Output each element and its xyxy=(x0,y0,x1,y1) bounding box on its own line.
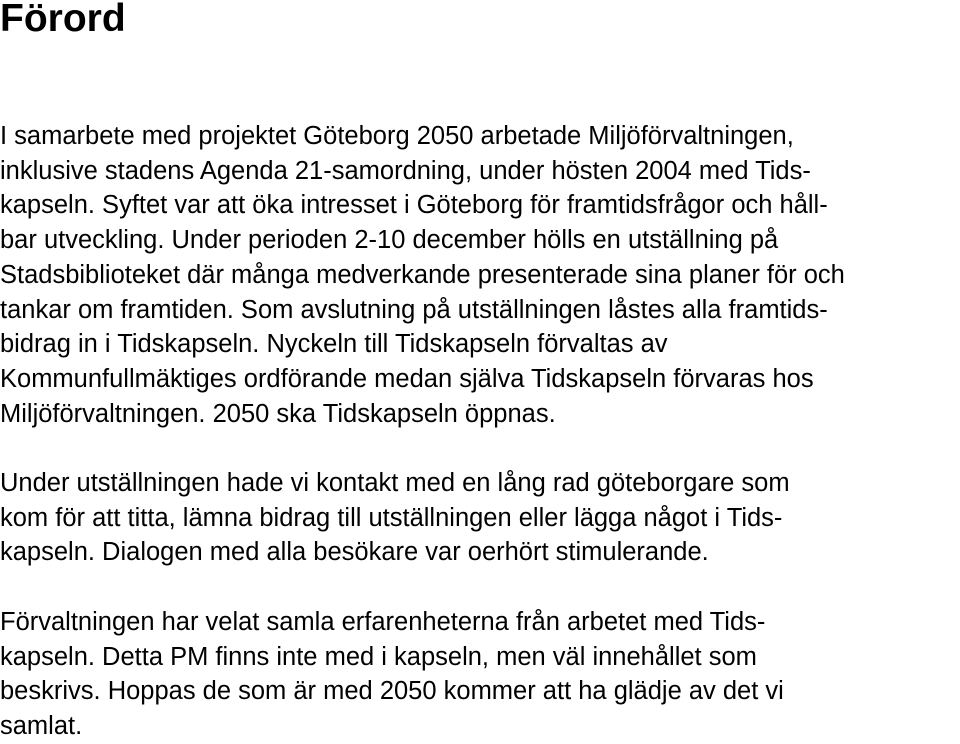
text-line: kapseln. Dialogen med alla besökare var oerhört stimulerande. xyxy=(0,538,709,567)
text-line: Stadsbiblioteket där många medverkande presenterade sina planer för och xyxy=(0,260,845,289)
paragraph-closing xyxy=(0,605,784,744)
text-line: Förvaltningen har velat samla erfarenheterna från arbetet med Tids- xyxy=(0,608,766,636)
text-line: Miljöförvaltningen. 2050 ska Tidskapseln öppnas. xyxy=(0,399,556,428)
paragraph-intro xyxy=(0,119,845,431)
text-line: I samarbete med projektet Göteborg 2050 arbetade Miljöförvaltningen, xyxy=(0,122,794,150)
text-line: samlat. xyxy=(0,712,83,741)
text-line: bar utveckling. Under perioden 2-10 december hölls en utställning på xyxy=(0,226,779,255)
page-title: Förord xyxy=(0,0,126,40)
paragraph-exhibition xyxy=(0,466,790,570)
text-line: beskrivs. Hoppas de som är med 2050 kommer att ha glädje av det vi xyxy=(0,677,784,706)
text-line: tankar om framtiden. Som avslutning på utställningen låstes alla framtids- xyxy=(0,295,828,324)
text-line: kapseln. Syftet var att öka intresset i Göteborg för framtidsfrågor och håll- xyxy=(0,191,828,220)
text-line: Kommunfullmäktiges ordförande medan själva Tidskapseln förvaras hos xyxy=(0,364,814,393)
text-line: kapseln. Detta PM finns inte med i kapseln, men väl innehållet som xyxy=(0,642,757,671)
text-line: bidrag in i Tidskapseln. Nyckeln till Tidskapseln förvaltas av xyxy=(0,330,668,359)
text-line: Under utställningen hade vi kontakt med en lång rad göteborgare som xyxy=(0,469,790,497)
text-line: inklusive stadens Agenda 21-samordning, under hösten 2004 med Tids- xyxy=(0,156,811,185)
text-line: kom för att titta, lämna bidrag till utställningen eller lägga något i Tids- xyxy=(0,503,783,532)
